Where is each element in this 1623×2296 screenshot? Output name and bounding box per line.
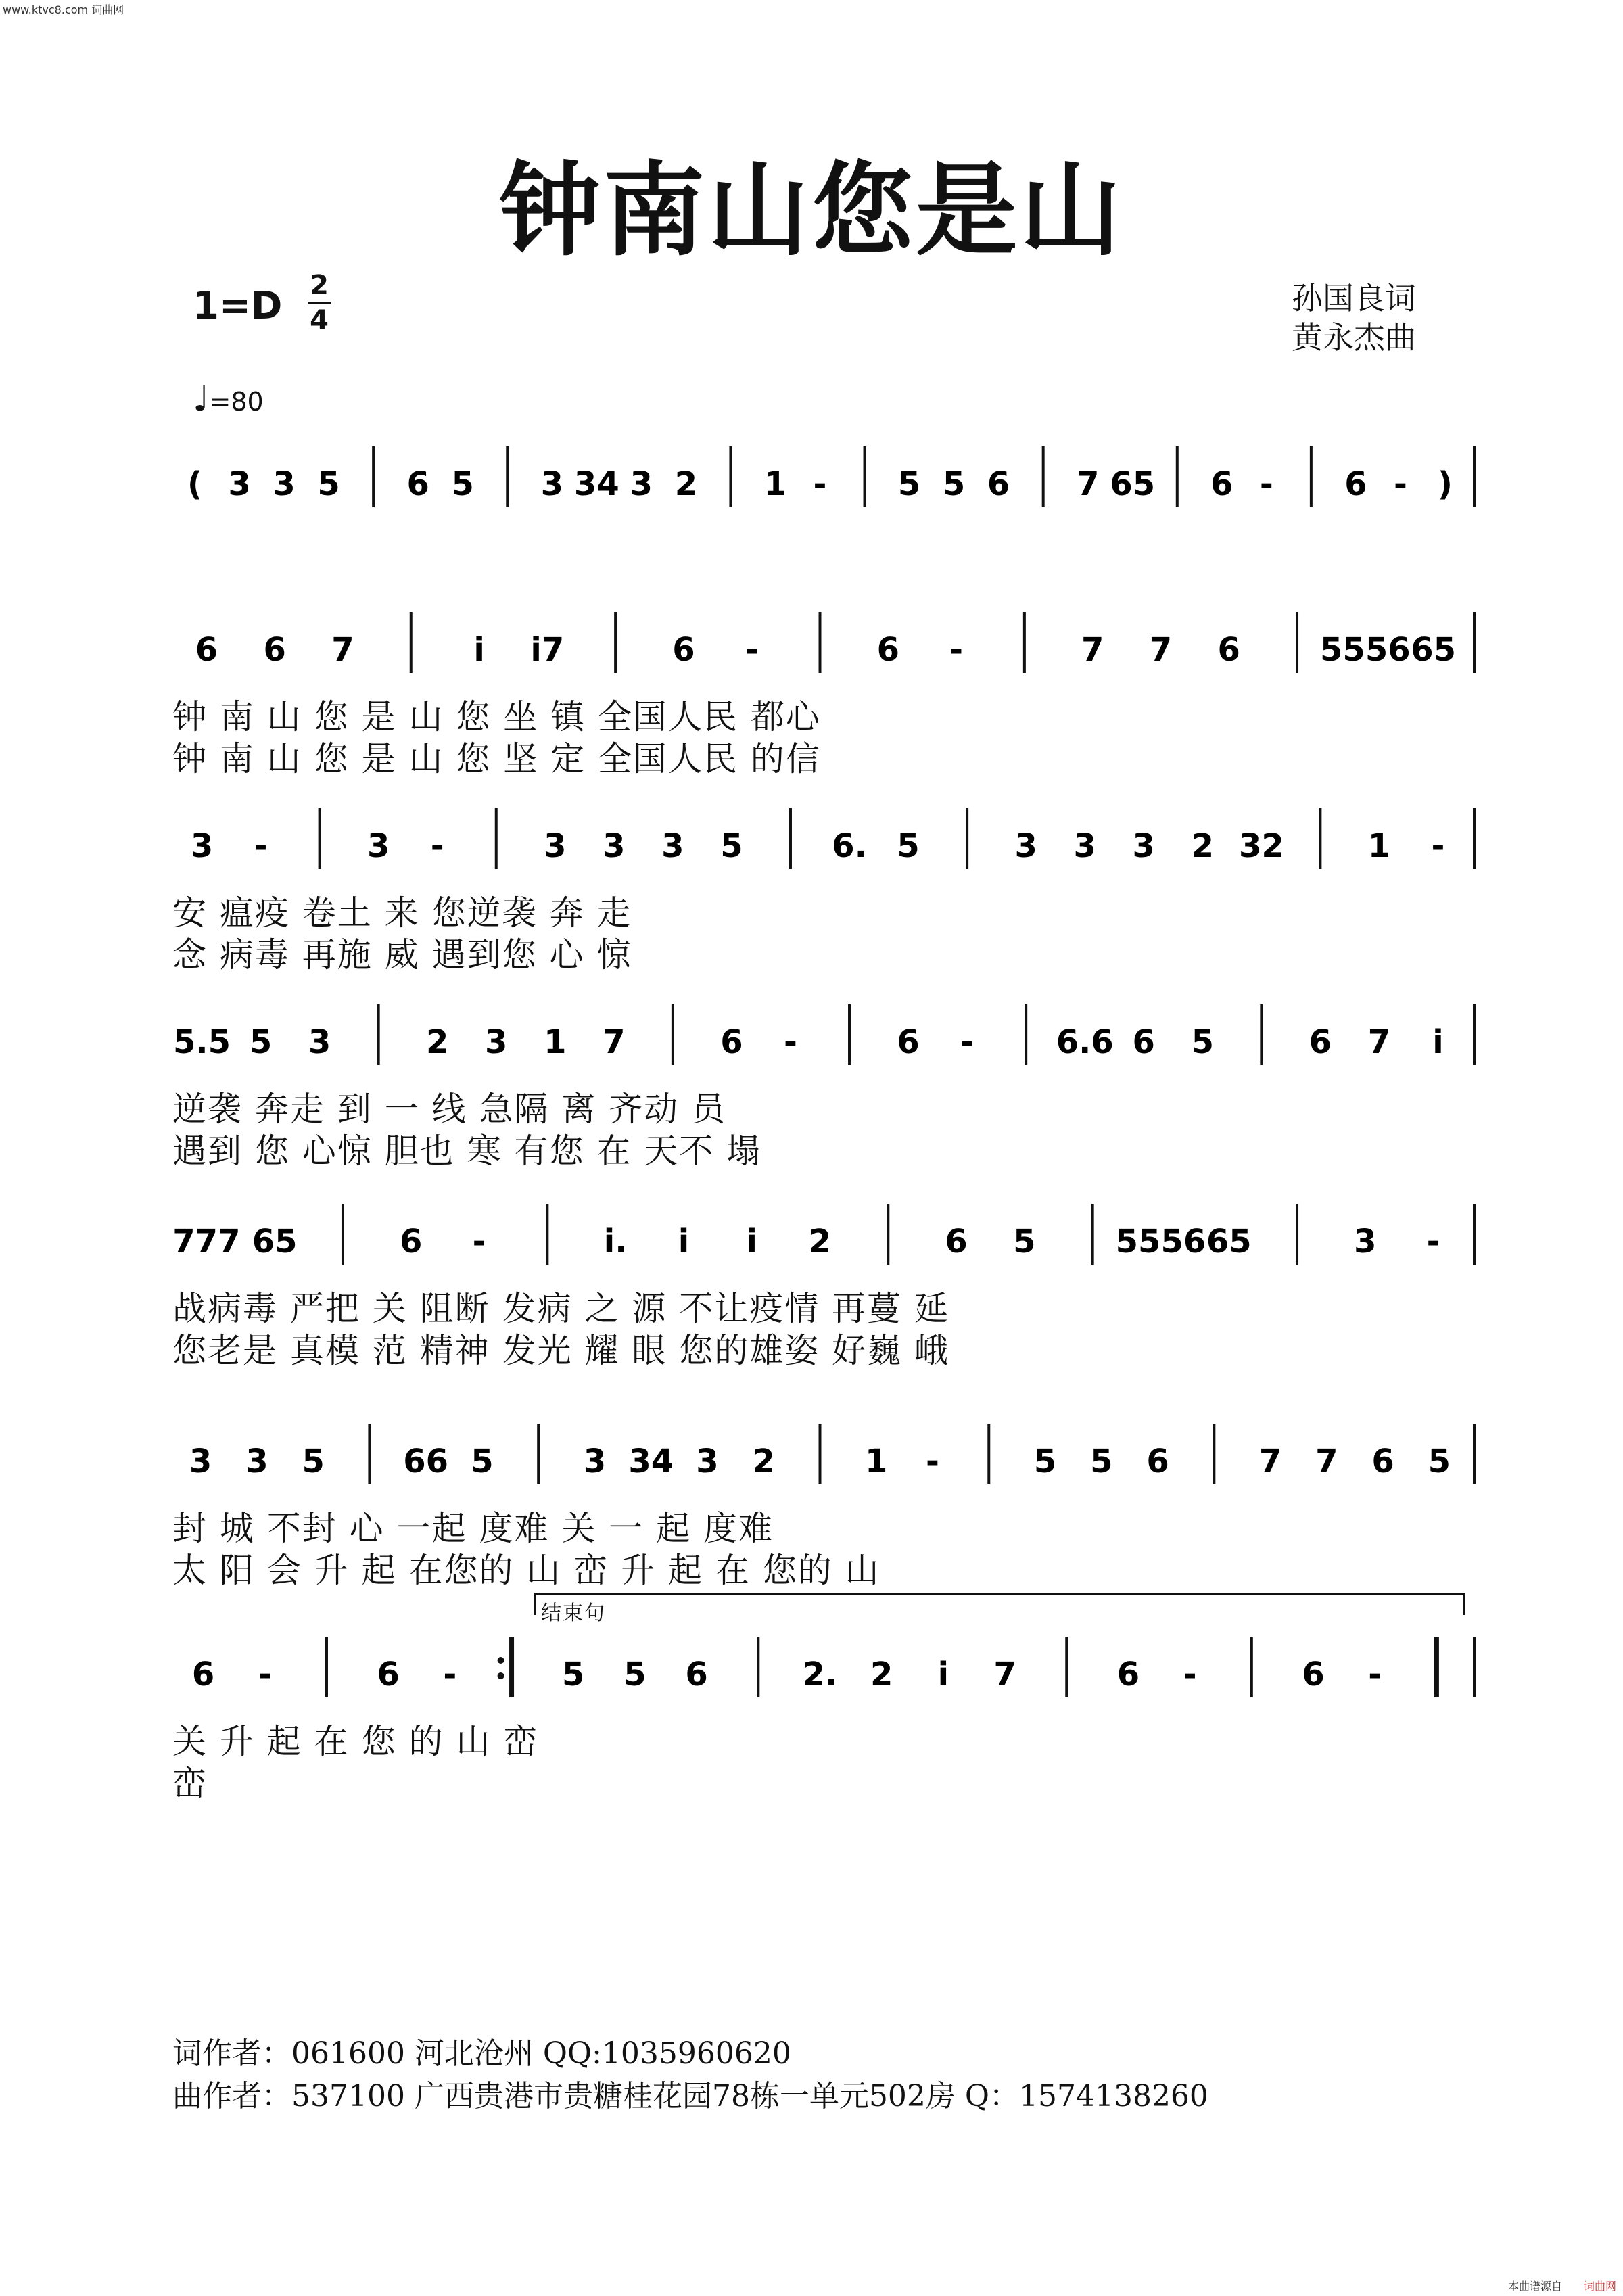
note-token: ( (187, 465, 202, 503)
notation-line (0, 1437, 1623, 1491)
ending-bracket (534, 1593, 1465, 1615)
lyric-verse2: 峦 (172, 1764, 208, 1803)
time-sig-top: 2 (310, 270, 329, 301)
note-token: 3 (228, 465, 251, 503)
time-signature (308, 271, 331, 335)
note-token: 3 (661, 827, 684, 865)
note-token: - (926, 1443, 939, 1480)
note-token: 1 (763, 465, 787, 503)
note-token: 7 (331, 631, 354, 669)
ending-label: 结束句 (541, 1601, 606, 1625)
note-token: - (254, 827, 268, 865)
note-token: 6 (191, 1656, 215, 1693)
note-token: 6 (377, 1656, 400, 1693)
note-token: 5 (1090, 1443, 1113, 1480)
note-token: 5 (1033, 1443, 1057, 1480)
note-token: 5.5 (173, 1023, 231, 1061)
site-watermark: www.ktvc8.com 词曲网 (3, 3, 124, 16)
note-token: 7 (1081, 631, 1104, 669)
lyricist: 孙国良词 (1292, 280, 1416, 317)
lyric-verse1: 关 升 起 在 您 的 山 峦 (172, 1722, 539, 1761)
notation-line (0, 1650, 1623, 1704)
note-token: 1 (544, 1023, 567, 1061)
note-token: - (784, 1023, 797, 1061)
note-token: 7 (1315, 1443, 1338, 1480)
note-token: 5 (720, 827, 743, 865)
note-token: 6 (1146, 1443, 1169, 1480)
note-token: - (258, 1656, 272, 1693)
note-token: 66 (403, 1443, 449, 1480)
note-token: 6 (400, 1223, 423, 1261)
note-token: i (678, 1223, 690, 1261)
note-token: 5 (897, 465, 921, 503)
lyric-verse1: 安 瘟疫 卷土 来 您逆袭 奔 走 (172, 893, 632, 933)
note-token: 7 (603, 1023, 626, 1061)
note-token: i (937, 1656, 949, 1693)
note-token: - (430, 827, 444, 865)
note-token: - (960, 1023, 974, 1061)
song-title: 钟南山您是山 (498, 152, 1124, 270)
note-token: 6 (1132, 1023, 1155, 1061)
notation-line (0, 460, 1623, 514)
note-token: i7 (530, 631, 565, 669)
footer-composer-contact: 曲作者：537100 广西贵港市贵糖桂花园78栋一单元502房 Q：1574138260 (172, 2079, 1208, 2113)
note-token: 1 (1367, 827, 1391, 865)
note-token: - (1431, 827, 1445, 865)
note-token: - (1183, 1656, 1197, 1693)
note-token: 5 (302, 1443, 325, 1480)
notation-line (0, 626, 1623, 680)
note-token: 5 (317, 465, 340, 503)
note-token: 3 (1132, 827, 1155, 865)
note-token: 3 (696, 1443, 719, 1480)
note-token: 65 (1110, 465, 1156, 503)
note-token: 7 (1149, 631, 1173, 669)
note-token: 6 (195, 631, 218, 669)
note-token: i. (603, 1223, 628, 1261)
note-token: - (1426, 1223, 1440, 1261)
note-token: 2 (426, 1023, 449, 1061)
note-token: 34 (573, 465, 619, 503)
note-token: 3 (273, 465, 296, 503)
note-token: 3 (630, 465, 653, 503)
note-token: 3 (583, 1443, 607, 1480)
repeat-dot (498, 1672, 504, 1679)
note-token: 3 (1354, 1223, 1377, 1261)
notation-line (0, 1018, 1623, 1072)
note-token: 6 (1217, 631, 1240, 669)
note-token: - (745, 631, 759, 669)
note-token: 7 (1259, 1443, 1282, 1480)
note-token: 1 (865, 1443, 888, 1480)
notation-line (0, 1217, 1623, 1271)
time-sig-bottom: 4 (310, 305, 329, 336)
note-token: 5 (471, 1443, 494, 1480)
credits (1292, 279, 1416, 357)
note-token: 34 (628, 1443, 674, 1480)
lyric-verse1: 逆袭 奔走 到 一 线 急隔 离 齐动 员 (172, 1090, 727, 1129)
note-token: - (813, 465, 827, 503)
lyric-verse1: 钟 南 山 您 是 山 您 坐 镇 全国人民 都心 (172, 697, 821, 736)
note-token: 2 (674, 465, 698, 503)
note-token: - (949, 631, 964, 669)
note-token: 3 (485, 1023, 508, 1061)
note-token: 6 (685, 1656, 708, 1693)
note-token: 3 (1014, 827, 1037, 865)
lyric-verse2: 您老是 真模 范 精神 发光 耀 眼 您的雄姿 好巍 峨 (172, 1331, 950, 1370)
note-token: 65 (1411, 631, 1457, 669)
note-token: 777 (172, 1223, 241, 1261)
note-token: 6 (876, 631, 899, 669)
note-token: - (1393, 465, 1407, 503)
note-token: 3 (603, 827, 626, 865)
note-token: 5556 (1115, 1223, 1206, 1261)
note-token: 6 (1344, 465, 1367, 503)
note-token: 65 (1206, 1223, 1252, 1261)
lyric-verse1: 战病毒 严把 关 阻断 发病 之 源 不让疫情 再蔓 延 (172, 1289, 950, 1328)
note-token: 2 (752, 1443, 775, 1480)
note-token: 3 (245, 1443, 268, 1480)
lyric-verse2: 钟 南 山 您 是 山 您 坚 定 全国人民 的信 (172, 739, 821, 778)
note-token: 3 (540, 465, 563, 503)
note-token: 5 (897, 827, 920, 865)
note-token: - (443, 1656, 457, 1693)
lyric-verse1: 封 城 不封 心 一起 度难 关 一 起 度难 (172, 1509, 774, 1548)
note-token: 7 (1077, 465, 1100, 503)
note-token: - (472, 1223, 486, 1261)
note-token: 2. (802, 1656, 838, 1693)
note-token: 5 (624, 1656, 646, 1693)
tempo-mark (193, 379, 264, 419)
note-token: 6 (406, 465, 429, 503)
note-token: 65 (252, 1223, 298, 1261)
corner-note: 本曲谱源自 (1507, 2280, 1562, 2293)
note-token: 6 (1210, 465, 1233, 503)
note-token: 6 (945, 1223, 968, 1261)
note-token: 6. (832, 827, 867, 865)
note-token: 5556 (1320, 631, 1411, 669)
note-token: 3 (190, 827, 214, 865)
footer-lyricist-contact: 词作者：061600 河北沧州 QQ:1035960620 (172, 2036, 791, 2071)
note-token: 7 (1367, 1023, 1391, 1061)
lyric-verse2: 太 阳 会 升 起 在您的 山 峦 升 起 在 您的 山 (172, 1551, 880, 1590)
note-token: 6 (672, 631, 695, 669)
tempo-value: =80 (209, 387, 264, 417)
note-token: 6 (263, 631, 286, 669)
notation-line (0, 822, 1623, 876)
composer: 黄永杰曲 (1292, 319, 1416, 356)
note-token: i (1432, 1023, 1444, 1061)
note-token: 6 (1302, 1656, 1325, 1693)
note-token: 3 (308, 1023, 331, 1061)
note-token: 32 (1238, 827, 1284, 865)
note-token: 6 (1309, 1023, 1332, 1061)
note-token: 5 (562, 1656, 585, 1693)
note-token: 5 (451, 465, 474, 503)
note-token: ) (1438, 465, 1453, 503)
note-token: 2 (870, 1656, 893, 1693)
note-token: 3 (544, 827, 567, 865)
note-token: i (473, 631, 485, 669)
note-token: 6.6 (1056, 1023, 1114, 1061)
note-token: i (746, 1223, 757, 1261)
note-token: 3 (1073, 827, 1096, 865)
note-token: 5 (1428, 1443, 1451, 1480)
lyric-verse2: 遇到 您 心惊 胆也 寒 有您 在 天不 塌 (172, 1131, 762, 1171)
note-token: - (1259, 465, 1273, 503)
note-token: 6 (1116, 1656, 1140, 1693)
note-token: 2 (1191, 827, 1214, 865)
note-token: 7 (993, 1656, 1016, 1693)
note-token: 6 (1371, 1443, 1394, 1480)
note-token: 3 (367, 827, 390, 865)
note-token: 5 (942, 465, 966, 503)
lyric-verse2: 念 病毒 再施 威 遇到您 心 惊 (172, 935, 632, 975)
note-token: 5 (249, 1023, 273, 1061)
corner-logo: 词曲网 (1583, 2280, 1616, 2293)
note-token: 6 (897, 1023, 920, 1061)
note-token: 5 (1013, 1223, 1036, 1261)
note-token: 3 (189, 1443, 212, 1480)
note-token: 2 (808, 1223, 832, 1261)
note-token: 6 (720, 1023, 743, 1061)
quarter-note-icon: ♩ (193, 379, 210, 419)
note-token: 6 (987, 465, 1010, 503)
repeat-dot (498, 1657, 504, 1664)
note-token: - (1368, 1656, 1382, 1693)
note-token: 5 (1191, 1023, 1214, 1061)
key-signature: 1=D (193, 284, 283, 328)
